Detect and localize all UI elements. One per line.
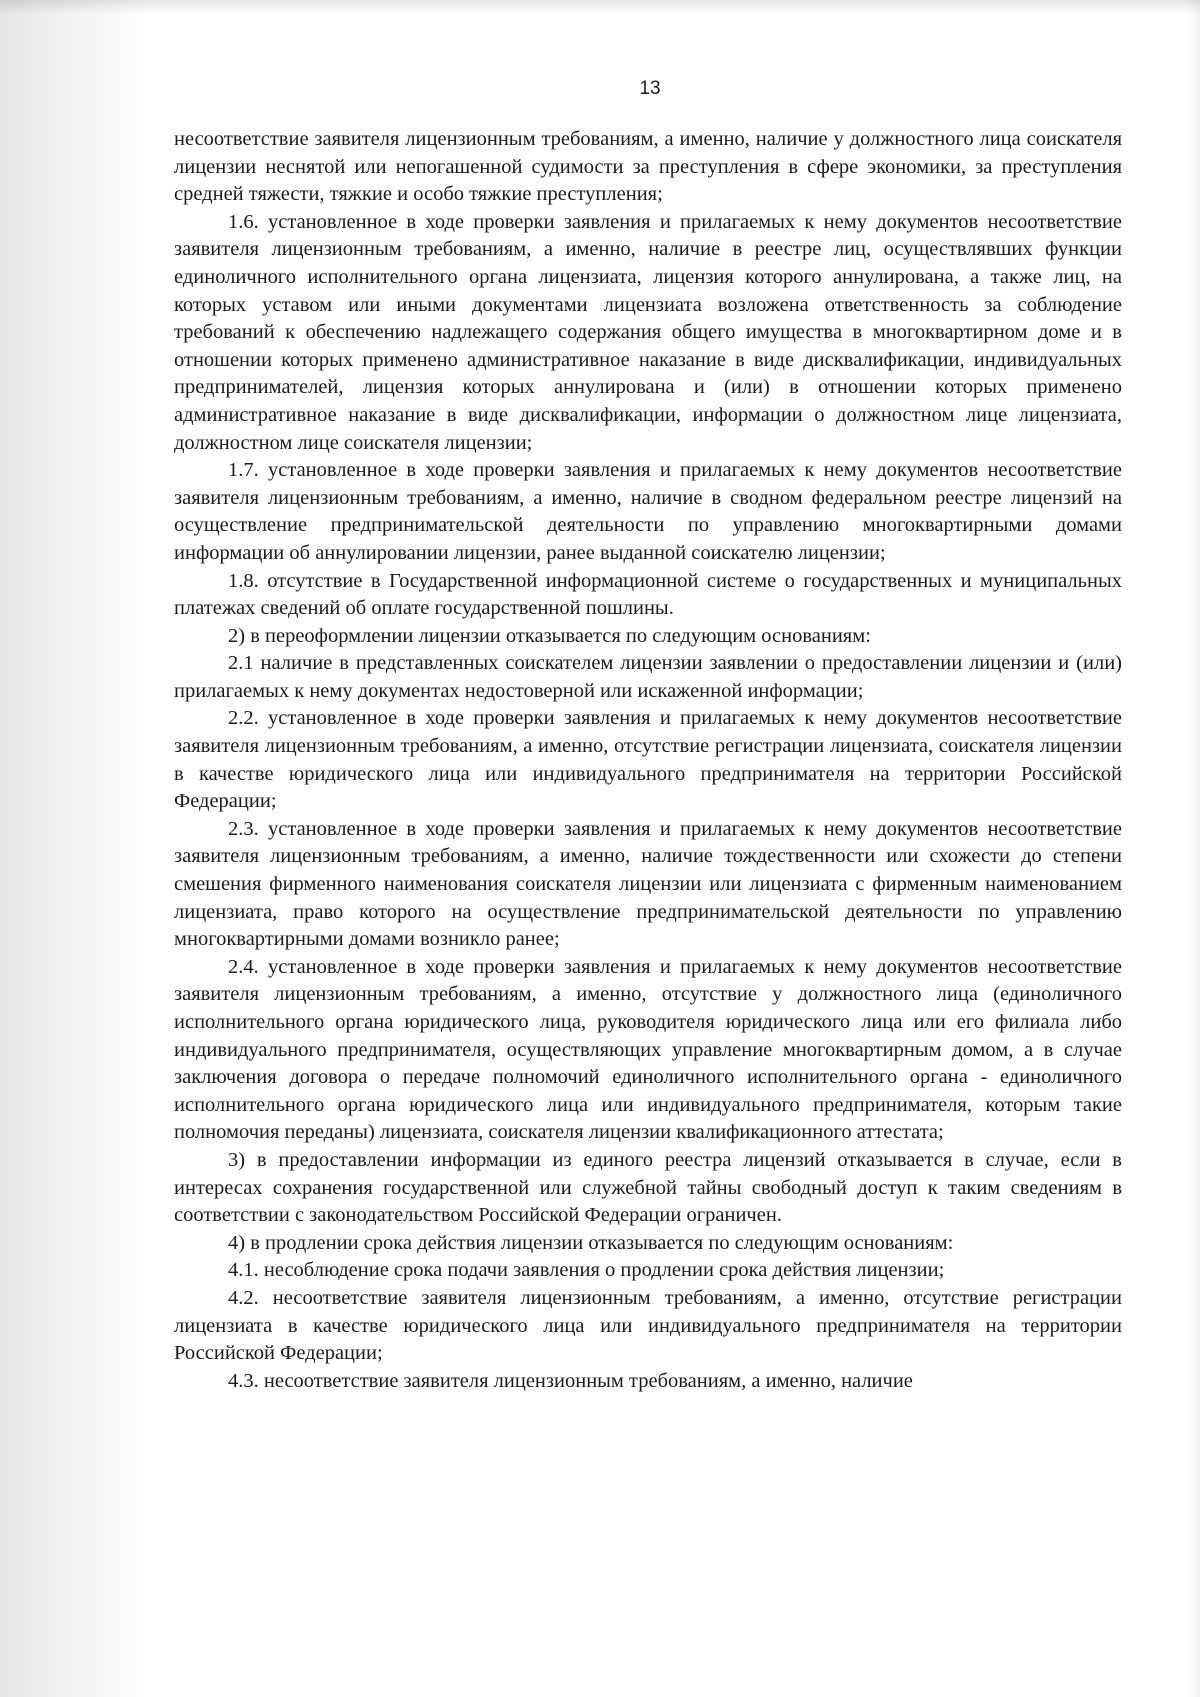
paragraph-2-2: 2.2. установленное в ходе проверки заявления и прилагаемых к нему документов несоответствие заявителя лицензионным требованиям, а именно, отсутствие регистрации лицензиата, соискателя лицензии в качестве юридического лица или индивидуального предпринимателя на территории Российской Федерации; <box>174 707 1122 813</box>
page-number: 13 <box>639 78 661 99</box>
scan-shadow-left <box>0 0 150 1697</box>
scan-shadow-top <box>0 0 1200 14</box>
paragraph-3: 3) в предоставлении информации из единого реестра лицензий отказывается в случае, если в интересах сохранения государственной или служебной тайны свободный доступ к таким сведениям в соответствии с законодательством Российской Федерации ограничен. <box>174 1148 1122 1227</box>
paragraph-1-6: 1.6. установленное в ходе проверки заявления и прилагаемых к нему документов несоответствие заявителя лицензионным требованиям, а именно, наличие в реестре лиц, осуществлявших функции единоличного исполнительного органа лицензиата, лицензия которого аннулирована, а также лиц, на которых уставом или иными документами лицензиата возложена ответственность за соблюдение требований к обеспечению надлежащего содержания общего имущества в многоквартирном доме и в отношении которых применено административное наказание в виде дисквалификации, индивидуальных предпринимателей, лицензия которых аннулирована и (или) в отношении которых применено административное наказание в виде дисквалификации, информации о должностном лице лицензиата, должностном лице соискателя лицензии; <box>174 210 1122 454</box>
paragraph-4-3: 4.3. несоответствие заявителя лицензионным требованиям, а именно, наличие <box>228 1369 913 1392</box>
paragraph-2-3: 2.3. установленное в ходе проверки заявления и прилагаемых к нему документов несоответствие заявителя лицензионным требованиям, а именно, наличие тождественности или схожести до степени смешения фирменного наименования соискателя лицензии или лицензиата с фирменным наименованием лицензиата, право которого на осуществление предпринимательской деятельности по управлению многоквартирными домами возникло ранее; <box>174 817 1122 951</box>
paragraph-2-1: 2.1 наличие в представленных соискателем лицензии заявлении о предоставлении лицензии и (или) прилагаемых к нему документах недостоверной или искаженной информации; <box>174 652 1122 702</box>
paragraph-4-2: 4.2. несоответствие заявителя лицензионным требованиям, а именно, отсутствие регистрации лицензиата в качестве юридического лица или индивидуального предпринимателя на территории Российской Федерации; <box>174 1286 1122 1365</box>
scan-shadow-right <box>1186 0 1200 1697</box>
paragraph-2-4: 2.4. установленное в ходе проверки заявления и прилагаемых к нему документов несоответствие заявителя лицензионным требованиям, а именно, отсутствие у должностного лица (единоличного исполнительного органа юридического лица, руководителя юридического лица или его филиала либо индивидуального предпринимателя, осуществляющих управление многоквартирным домом, а в случае заключения договора о передаче полномочий единоличного исполнительного органа - единоличного исполнительного органа юридического лица или индивидуального предпринимателя, которым такие полномочия переданы) лицензиата, соискателя лицензии квалификационного аттестата; <box>174 955 1122 1144</box>
paragraph-2-heading: 2) в переоформлении лицензии отказывается по следующим основаниям: <box>228 624 871 647</box>
paragraph-1-8: 1.8. отсутствие в Государственной информационной системе о государственных и муниципальных платежах сведений об оплате государственной пошлины. <box>174 569 1122 620</box>
paragraph-4-heading: 4) в продлении срока действия лицензии отказывается по следующим основаниям: <box>228 1231 954 1254</box>
document-body <box>174 126 1122 1395</box>
paragraph-1-7: 1.7. установленное в ходе проверки заявления и прилагаемых к нему документов несоответствие заявителя лицензионным требованиям, а именно, наличие в сводном федеральном реестре лицензий на осуществление предпринимательской деятельности по управлению многоквартирными домами информации об аннулировании лицензии, ранее выданной соискателю лицензии; <box>174 459 1122 564</box>
paragraph-4-1: 4.1. несоблюдение срока подачи заявления о продлении срока действия лицензии; <box>228 1259 945 1282</box>
paragraph-continuation: несоответствие заявителя лицензионным требованиям, а именно, наличие у должностного лица соискателя лицензии неснятой или непогашенной судимости за преступления в сфере экономики, за преступления средней тяжести, тяжкие и особо тяжкие преступления; <box>174 128 1122 206</box>
